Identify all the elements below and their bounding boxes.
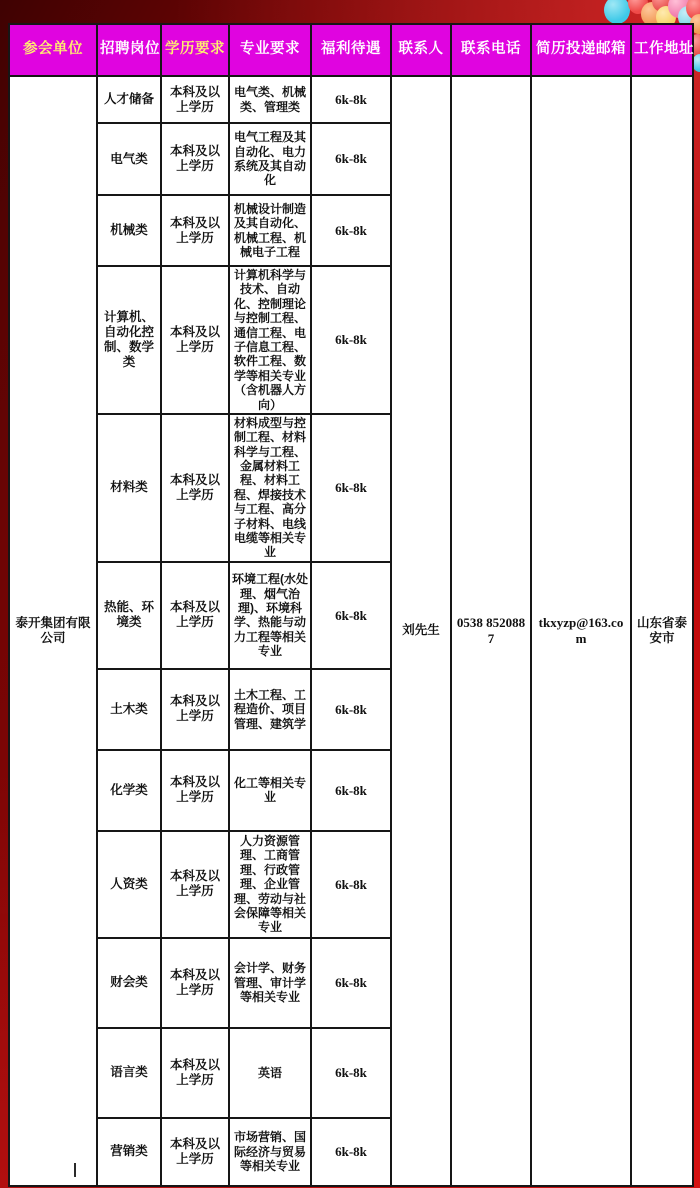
- major-cell: 英语: [229, 1028, 311, 1118]
- salary-cell: 6k-8k: [311, 750, 391, 831]
- position-cell: 财会类: [97, 938, 161, 1028]
- education-cell: 本科及以上学历: [161, 1028, 229, 1118]
- header-email: 简历投递邮箱: [531, 24, 631, 76]
- major-cell: 机械设计制造及其自动化、机械工程、机械电子工程: [229, 195, 311, 266]
- education-cell: 本科及以上学历: [161, 669, 229, 750]
- salary-cell: 6k-8k: [311, 123, 391, 195]
- major-cell: 人力资源管理、工商管理、行政管理、企业管理、劳动与社会保障等相关专业: [229, 831, 311, 938]
- salary-cell: 6k-8k: [311, 76, 391, 123]
- education-cell: 本科及以上学历: [161, 123, 229, 195]
- major-cell: 材料成型与控制工程、材料科学与工程、金属材料工程、材料工程、焊接技术与工程、高分子材料、电线电缆等相关专业: [229, 414, 311, 562]
- major-cell: 土木工程、工程造价、项目管理、建筑学: [229, 669, 311, 750]
- position-cell: 语言类: [97, 1028, 161, 1118]
- header-company: 参会单位: [9, 24, 97, 76]
- header-phone: 联系电话: [451, 24, 531, 76]
- email-cell: tkxyzp@163.com: [531, 76, 631, 1186]
- position-cell: 化学类: [97, 750, 161, 831]
- position-cell: 材料类: [97, 414, 161, 562]
- salary-cell: 6k-8k: [311, 266, 391, 414]
- position-cell: 计算机、自动化控制、数学类: [97, 266, 161, 414]
- header-salary: 福利待遇: [311, 24, 391, 76]
- education-cell: 本科及以上学历: [161, 414, 229, 562]
- salary-cell: 6k-8k: [311, 195, 391, 266]
- major-cell: 电气工程及其自动化、电力系统及其自动化: [229, 123, 311, 195]
- contact-cell: 刘先生: [391, 76, 451, 1186]
- salary-cell: 6k-8k: [311, 562, 391, 669]
- salary-cell: 6k-8k: [311, 669, 391, 750]
- job-table: [8, 23, 694, 1187]
- education-cell: 本科及以上学历: [161, 750, 229, 831]
- education-cell: 本科及以上学历: [161, 938, 229, 1028]
- header-education: 学历要求: [161, 24, 229, 76]
- position-cell: 人才储备: [97, 76, 161, 123]
- table-row: [9, 76, 693, 123]
- salary-cell: 6k-8k: [311, 831, 391, 938]
- education-cell: 本科及以上学历: [161, 831, 229, 938]
- balloon-icon: [604, 0, 630, 24]
- education-cell: 本科及以上学历: [161, 1118, 229, 1186]
- major-cell: 电气类、机械类、管理类: [229, 76, 311, 123]
- major-cell: 化工等相关专业: [229, 750, 311, 831]
- salary-cell: 6k-8k: [311, 1118, 391, 1186]
- position-cell: 营销类: [97, 1118, 161, 1186]
- major-cell: 环境工程(水处理、烟气治理)、环境科学、热能与动力工程等相关专业: [229, 562, 311, 669]
- phone-cell: 0538 8520887: [451, 76, 531, 1186]
- major-cell: 市场营销、国际经济与贸易等相关专业: [229, 1118, 311, 1186]
- address-cell: 山东省泰安市: [631, 76, 693, 1186]
- major-cell: 会计学、财务管理、审计学等相关专业: [229, 938, 311, 1028]
- education-cell: 本科及以上学历: [161, 562, 229, 669]
- education-cell: 本科及以上学历: [161, 76, 229, 123]
- position-cell: 机械类: [97, 195, 161, 266]
- position-cell: 电气类: [97, 123, 161, 195]
- header-contact: 联系人: [391, 24, 451, 76]
- header-address: 工作地址: [631, 24, 693, 76]
- header-position: 招聘岗位: [97, 24, 161, 76]
- header-row: [9, 24, 693, 76]
- position-cell: 土木类: [97, 669, 161, 750]
- position-cell: 人资类: [97, 831, 161, 938]
- education-cell: 本科及以上学历: [161, 266, 229, 414]
- salary-cell: 6k-8k: [311, 1028, 391, 1118]
- page-number: 1: [70, 1175, 77, 1187]
- company-cell: 泰开集团有限公司: [9, 76, 97, 1186]
- education-cell: 本科及以上学历: [161, 195, 229, 266]
- major-cell: 计算机科学与技术、自动化、控制理论与控制工程、通信工程、电子信息工程、软件工程、数学等相关专业（含机器人方向）: [229, 266, 311, 414]
- salary-cell: 6k-8k: [311, 938, 391, 1028]
- position-cell: 热能、环境类: [97, 562, 161, 669]
- header-major: 专业要求: [229, 24, 311, 76]
- salary-cell: 6k-8k: [311, 414, 391, 562]
